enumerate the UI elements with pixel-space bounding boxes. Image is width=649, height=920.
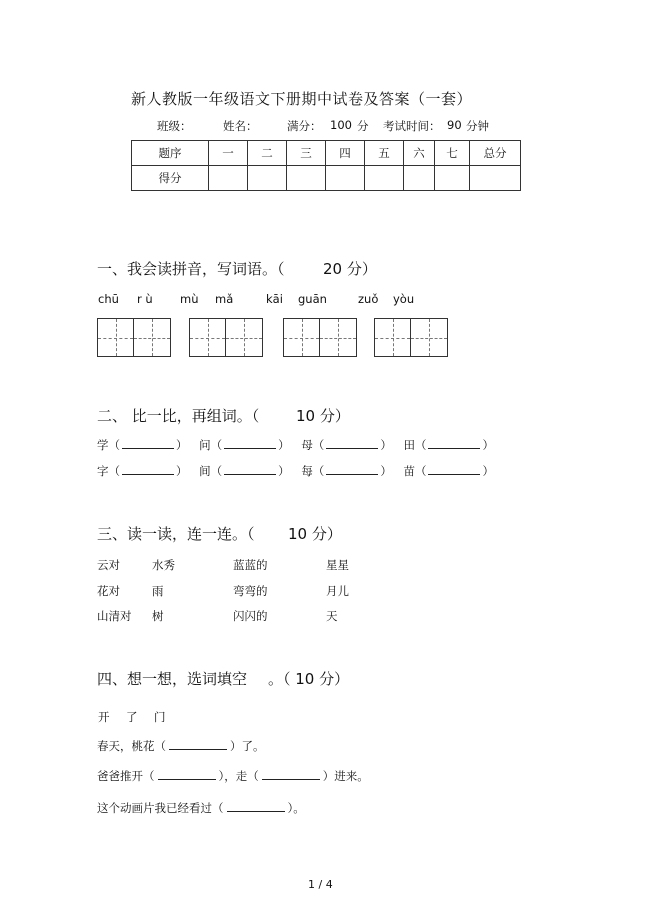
table-row-label: 得分: [132, 166, 209, 191]
match-item[interactable]: 水秀: [152, 558, 175, 572]
class-label: 班级：: [157, 119, 192, 133]
score-cell[interactable]: [326, 166, 365, 191]
paren-close: ）: [176, 438, 188, 452]
char-prompt: 田（: [403, 438, 427, 452]
score-table-score-row: [132, 166, 521, 191]
fill-sentence: [97, 738, 265, 754]
writing-cell[interactable]: [375, 319, 411, 356]
section3-points: 10 分）: [288, 525, 342, 543]
full-score-value: 100: [330, 118, 352, 132]
writing-cell[interactable]: [411, 319, 447, 356]
score-cell[interactable]: [470, 166, 521, 191]
match-item[interactable]: 雨: [152, 584, 164, 598]
char-prompt: 每（: [301, 464, 325, 478]
answer-blank[interactable]: [262, 769, 320, 780]
writing-cell[interactable]: [226, 319, 262, 356]
section4-points: 。（ 10 分）: [268, 670, 350, 688]
full-score-unit: 分: [357, 119, 369, 133]
score-cell[interactable]: [404, 166, 435, 191]
writing-cell[interactable]: [98, 319, 134, 356]
char-prompt: 问（: [199, 438, 223, 452]
writing-cell[interactable]: [284, 319, 320, 356]
writing-grid[interactable]: [374, 318, 448, 357]
score-cell[interactable]: [365, 166, 404, 191]
exam-time-unit: 分钟: [466, 119, 489, 133]
option-word: 开: [98, 710, 110, 724]
pinyin: yòu: [393, 292, 415, 306]
paren-close: ）: [380, 464, 392, 478]
match-item[interactable]: 月儿: [326, 584, 349, 598]
option-word: 门: [154, 710, 166, 724]
match-item[interactable]: 天: [326, 609, 338, 623]
section4-heading: 四、想一想，选词填空: [97, 670, 248, 688]
writing-cell[interactable]: [134, 319, 170, 356]
sentence-text: 爸爸推开（: [97, 769, 155, 783]
score-cell[interactable]: [287, 166, 326, 191]
fill-sentence: [97, 800, 305, 816]
paren-close: ）: [380, 438, 392, 452]
score-table: [131, 140, 521, 191]
word-group-row: [97, 463, 494, 479]
answer-blank[interactable]: [122, 464, 174, 475]
pinyin: kāi: [266, 292, 283, 306]
sentence-text: ），走（: [218, 769, 259, 783]
match-item[interactable]: 蓝蓝的: [233, 558, 268, 572]
sentence-text: ）。: [287, 801, 305, 815]
char-prompt: 学（: [97, 438, 120, 452]
table-header-cell: 总分: [470, 141, 521, 166]
answer-blank[interactable]: [326, 464, 378, 475]
pinyin: chū: [98, 292, 119, 306]
answer-blank[interactable]: [428, 464, 480, 475]
paren-close: ）: [482, 464, 494, 478]
paren-close: ）: [278, 438, 290, 452]
exam-time-value: 90: [447, 118, 462, 132]
table-header-cell: 七: [435, 141, 470, 166]
exam-time-label: 考试时间：: [383, 119, 441, 133]
pinyin: mǎ: [215, 292, 234, 306]
answer-blank[interactable]: [122, 438, 174, 449]
table-header-cell: 三: [287, 141, 326, 166]
name-label: 姓名：: [223, 119, 258, 133]
answer-blank[interactable]: [428, 438, 480, 449]
match-item[interactable]: 树: [152, 609, 164, 623]
paren-close: ）: [482, 438, 494, 452]
paren-close: ）: [278, 464, 290, 478]
answer-blank[interactable]: [158, 769, 216, 780]
sentence-text: ）了。: [230, 739, 265, 753]
section1-heading: 一、我会读拼音，写词语。（: [97, 260, 285, 278]
full-score-label: 满分：: [287, 119, 322, 133]
fill-sentence: [97, 768, 369, 784]
score-cell[interactable]: [435, 166, 470, 191]
match-item[interactable]: 弯弯的: [233, 584, 268, 598]
table-header-cell: 二: [248, 141, 287, 166]
writing-grid[interactable]: [189, 318, 263, 357]
sentence-text: 春天，桃花（: [97, 739, 166, 753]
sentence-text: ）进来。: [322, 769, 369, 783]
match-item[interactable]: 花对: [97, 584, 120, 598]
table-header-cell: 题序: [132, 141, 209, 166]
table-header-cell: 一: [209, 141, 248, 166]
paren-close: ）: [176, 464, 188, 478]
answer-blank[interactable]: [224, 464, 276, 475]
writing-grid[interactable]: [97, 318, 171, 357]
table-header-cell: 五: [365, 141, 404, 166]
page-title: 新人教版一年级语文下册期中试卷及答案（一套）: [131, 90, 473, 108]
option-word: 了: [126, 710, 138, 724]
pinyin: mù: [180, 292, 199, 306]
score-table-header-row: [132, 141, 521, 166]
pinyin: guān: [298, 292, 327, 306]
writing-cell[interactable]: [190, 319, 226, 356]
page-number: 1 / 4: [308, 878, 333, 891]
pinyin: zuǒ: [358, 292, 379, 306]
section2-points: 10 分）: [296, 407, 350, 425]
section1-points: 20 分）: [323, 260, 377, 278]
word-group-row: [97, 437, 494, 453]
char-prompt: 间（: [199, 464, 223, 478]
score-cell[interactable]: [209, 166, 248, 191]
answer-blank[interactable]: [227, 801, 285, 812]
answer-blank[interactable]: [169, 739, 227, 750]
table-header-cell: 六: [404, 141, 435, 166]
char-prompt: 字（: [97, 464, 120, 478]
answer-blank[interactable]: [224, 438, 276, 449]
section2-heading: 二、 比一比，再组词。（: [97, 407, 260, 425]
match-item[interactable]: 云对: [97, 558, 120, 572]
match-item[interactable]: 山清对: [97, 609, 132, 623]
answer-blank[interactable]: [326, 438, 378, 449]
pinyin: r ù: [137, 292, 153, 306]
section3-heading: 三、读一读，连一连。（: [97, 525, 255, 543]
score-cell[interactable]: [248, 166, 287, 191]
writing-cell[interactable]: [320, 319, 356, 356]
sentence-text: 这个动画片我已经看过（: [97, 801, 224, 815]
char-prompt: 苗（: [403, 464, 427, 478]
char-prompt: 母（: [301, 438, 325, 452]
match-item[interactable]: 星星: [326, 558, 349, 572]
match-item[interactable]: 闪闪的: [233, 609, 268, 623]
table-header-cell: 四: [326, 141, 365, 166]
writing-grid[interactable]: [283, 318, 357, 357]
